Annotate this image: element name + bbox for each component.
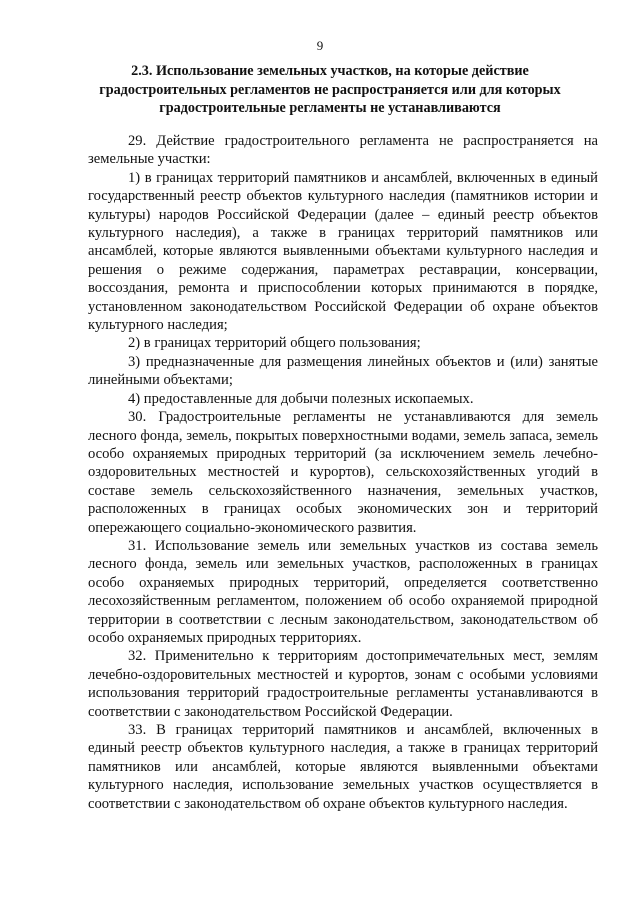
body-text: [88, 132, 598, 813]
section-heading: 2.3. Использование земельных участков, на которые действие градостроительных регламентов не распространяется или для которых градостроительные регламенты не устанавливаются: [99, 63, 561, 116]
paragraph-29-item-4: 4) предоставленные для добычи полезных ископаемых.: [128, 390, 474, 407]
paragraph-31: 31. Использование земель или земельных участков из состава земель лесного фонда, земель или земельных участков, расположенных в границах особо охраняемых природных территорий, определяется соответственно лесохозяйственным регламентом, положением об особо охраняемой природной территории в соответствии с лесным законодательством, законодательством об особо охраняемых природных территориях.: [88, 537, 598, 646]
paragraph-33: 33. В границах территорий памятников и ансамблей, включенных в единый реестр объектов культурного наследия, а также в границах территорий памятников или ансамблей, которые являются выявленными объектами культурного наследия, использование земельных участков осуществляется в соответствии с законодательством об охране объектов культурного наследия.: [88, 722, 598, 812]
paragraph-29-item-2: 2) в границах территорий общего пользования;: [128, 335, 421, 352]
paragraph-30: 30. Градостроительные регламенты не устанавливаются для земель лесного фонда, земель, покрытых поверхностными водами, земель запаса, земель особо охраняемых природных территорий (за исключением земель лечебно-оздоровительных местностей и курортов), сельскохозяйственных угодий в составе земель сельскохозяйственного назначения, земельных участков, расположенных в границах особых экономических зон и территорий опережающего социально-экономического развития.: [88, 409, 598, 536]
paragraph-29-item-1: 1) в границах территорий памятников и ансамблей, включенных в единый государственный реестр объектов культурного наследия (памятников истории и культуры) народов Российской Федерации (далее – единый реестр объектов культурного наследия), а также в границах территорий памятников или ансамблей, которые являются выявленными объектами культурного наследия и решения о режиме содержания, параметрах реставрации, консервации, воссоздания, ремонта и приспособлении которых принимаются в порядке, установленном законодательством Российской Федерации об охране объектов культурного наследия;: [88, 169, 598, 334]
paragraph-29: 29. Действие градостроительного регламента не распространяется на земельные участки:: [88, 133, 598, 168]
paragraph-29-item-3: 3) предназначенные для размещения линейных объектов и (или) занятые линейными объектами;: [88, 353, 598, 389]
paragraph-32: 32. Применительно к территориям достопримечательных мест, землям лечебно-оздоровительных местностей и курортов, зонам с особыми условиями использования территорий градостроительные регламенты устанавливаются в соответствии с законодательством Российской Федерации.: [88, 648, 598, 720]
page-number: 9: [316, 38, 324, 53]
